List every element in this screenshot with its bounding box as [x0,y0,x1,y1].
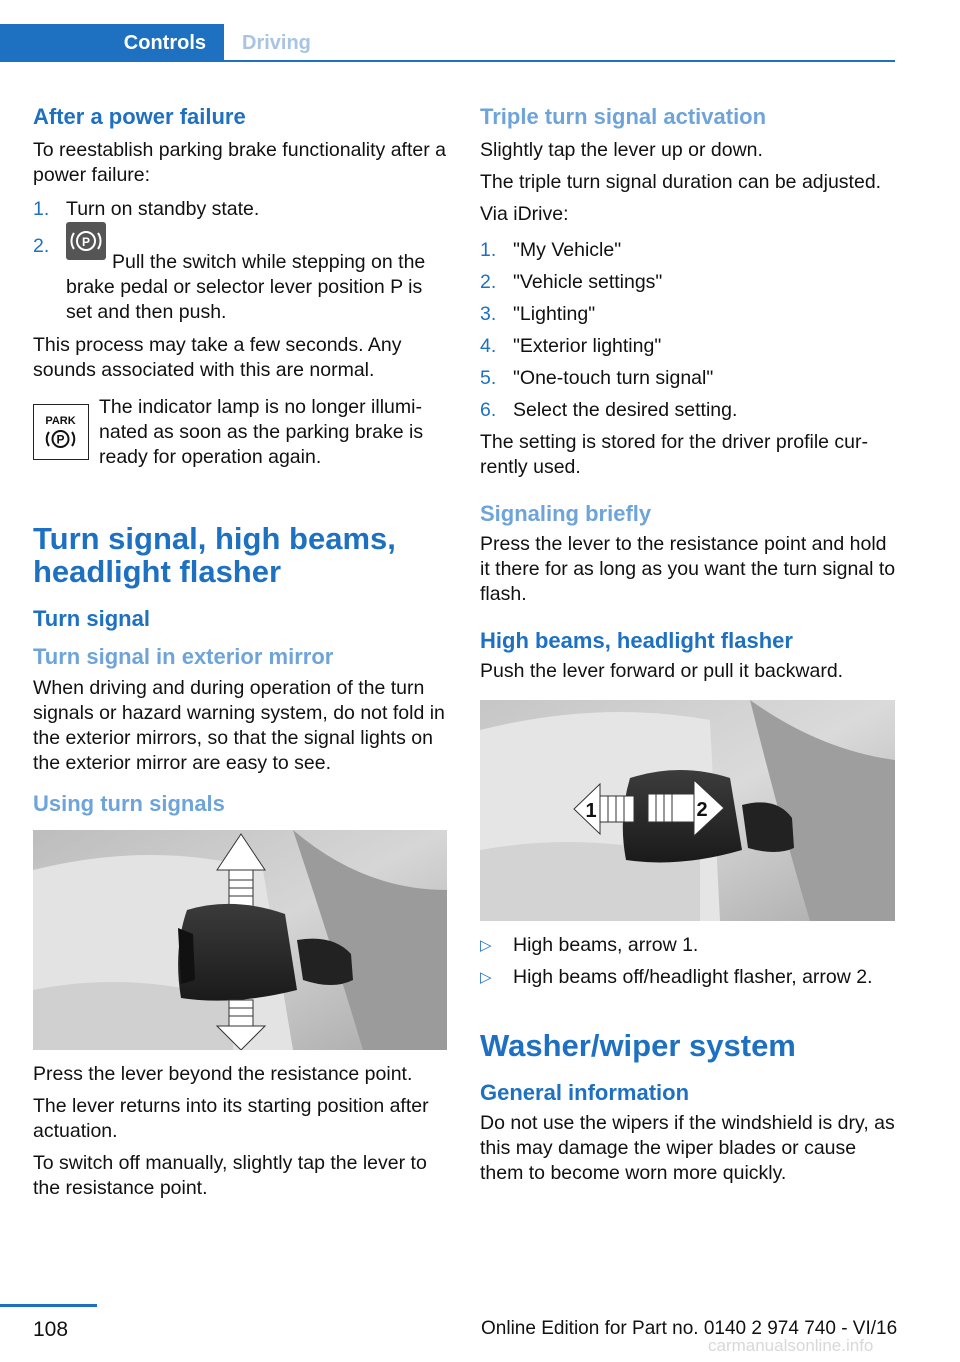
edition-text: Online Edition for Part no. 0140 2 974 740 - VI/16 [481,1318,898,1339]
parking-brake-switch-icon [66,222,106,260]
step-text: "Lighting" [513,303,596,325]
mirror-text: When driving and during operation of the turn signals or hazard warning system, do not fold in the exterior mirrors, so that the signal lights on the exterior mirror are easy to see. [33,677,445,774]
svg-text:P: P [81,235,91,249]
turn-signal-lever-image [33,830,447,1050]
using-turn-signals-heading: Using turn signals [33,791,225,816]
svg-text:P: P [56,432,65,447]
triple-p3: Via iDrive: [480,203,569,225]
step-text: "Vehicle settings" [513,271,663,293]
power-failure-heading: After a power failure [33,104,246,129]
list-item [33,197,447,222]
list-item [480,238,896,263]
list-item [480,302,896,327]
step-text: Pull the switch while stepping on the brake pedal or selector lever position P is set and then push. [66,251,426,323]
high-beams-text: Push the lever forward or pull it backward. [480,660,844,682]
step-number: 1. [33,198,50,220]
chapter-tabbar [0,24,895,62]
triple-p4: The setting is stored for the driver profile currently used. [480,431,868,478]
switch-off-text: To switch off manually, slightly tap the lever to the resistance point. [33,1152,427,1199]
step-text: "One-touch turn signal" [513,367,714,389]
bullet-text: High beams off/headlight flasher, arrow 2. [513,966,873,988]
turn-signal-heading: Turn signal [33,606,150,631]
tab-driving[interactable]: Driving [242,31,311,54]
press-lever-text: Press the lever beyond the resistance point. [33,1063,413,1085]
step-text: Select the desired setting. [513,399,738,421]
step-text: Turn on standby state. [66,198,260,220]
triple-p1: Slightly tap the lever up or down. [480,139,763,161]
right-column [480,100,896,1186]
idrive-steps [480,238,896,423]
list-item [33,234,447,325]
step-number: 5. [480,367,497,389]
general-info-heading: General information [480,1080,690,1105]
high-beams-heading: High beams, headlight flasher [480,628,793,653]
list-item [480,398,896,423]
power-failure-intro: To reestablish parking brake functionality after a power failure: [33,139,446,186]
power-failure-steps [33,197,447,325]
triangle-bullet-icon: ▷ [480,937,492,954]
list-item [480,334,896,359]
step-text: "Exterior lighting" [513,335,662,357]
high-beam-bullets [480,933,896,990]
power-failure-note: This process may take a few seconds. Any sounds associated with this are normal. [33,334,402,381]
bullet-text: High beams, arrow 1. [513,934,699,956]
step-number: 2. [33,235,50,257]
page-number: 108 [33,1318,69,1341]
step-number: 3. [480,303,497,325]
step-number: 1. [480,239,497,261]
general-info-text: Do not use the wipers if the windshield is dry, as this may damage the wiper blades or cause them to become worn more quickly. [480,1112,895,1184]
park-indicator-icon [33,404,89,460]
triple-heading: Triple turn signal activation [480,104,767,129]
list-item [480,366,896,391]
indicator-block [33,395,447,485]
park-label: PARK [45,415,76,427]
washer-title: Washer/wiper system [480,1028,796,1063]
arrow-1-label: 1 [585,800,597,822]
list-item [480,270,896,295]
section-title: Turn signal, high beams, headlight flasher [33,521,396,589]
lever-returns-text: The lever returns into its starting position after actuation. [33,1095,429,1142]
list-item [480,933,896,958]
indicator-text: The indicator lamp is no longer illuminated as soon as the parking brake is ready for operation again. [99,396,424,468]
mirror-heading: Turn signal in exterior mirror [33,644,334,669]
step-number: 4. [480,335,497,357]
tab-controls[interactable]: Controls [0,24,224,62]
step-text: "My Vehicle" [513,239,622,261]
left-column [33,100,447,1201]
step-number: 2. [480,271,497,293]
footer-rule [0,1304,97,1307]
step-number: 6. [480,399,497,421]
triple-p2: The triple turn signal duration can be adjusted. [480,171,882,193]
arrow-2-label: 2 [696,799,708,821]
signaling-briefly-text: Press the lever to the resistance point and hold it there for as long as you want the turn signal to flash. [480,533,896,605]
watermark: carmanualsonline.info [708,1336,874,1355]
high-beam-lever-image [480,700,895,921]
triangle-bullet-icon: ▷ [480,969,492,986]
list-item [480,965,896,990]
signaling-briefly-heading: Signaling briefly [480,501,652,526]
